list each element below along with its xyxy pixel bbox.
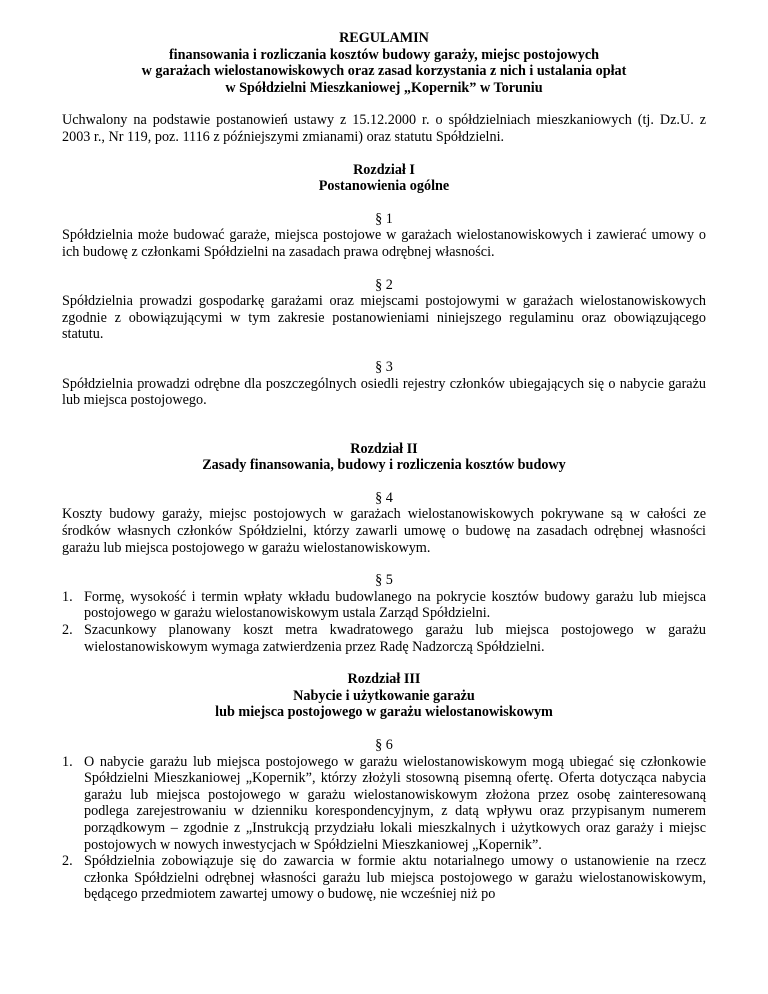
list-item <box>62 589 706 622</box>
section-number: § 3 <box>375 358 393 375</box>
section-number: § 6 <box>375 737 393 753</box>
list-item <box>62 853 706 903</box>
chapter-2-heading <box>62 441 706 474</box>
title-line-2: finansowania i rozliczania kosztów budowy garaży, miejsc postojowych <box>168 46 600 63</box>
item-number: 1. <box>62 588 73 605</box>
document-page <box>62 30 706 919</box>
intro-paragraph: Uchwalony na podstawie postanowień ustawy z 15.12.2000 r. o spółdzielniach mieszkaniowych (tj. Dz.U. z 2003 r., Nr 119, poz. 1116 z późniejszymi zmianami) oraz statutu Spółdzielni. <box>62 112 706 145</box>
chapter-label: Rozdział III <box>347 671 421 688</box>
chapter-title: Postanowienia ogólne <box>318 178 450 195</box>
chapter-title: Zasady finansowania, budowy i rozliczenia kosztów budowy <box>202 457 566 474</box>
chapter-title-line-1: Nabycie i użytkowanie garażu <box>293 687 475 704</box>
section-number: § 4 <box>375 489 393 506</box>
item-text: Szacunkowy planowany koszt metra kwadratowego garażu lub miejsca postojowego w garażu wielostanowiskowym wymaga zatwierdzenia przez Radę Nadzorczą Spółdzielni. <box>84 622 706 655</box>
numbered-list <box>62 754 706 903</box>
chapter-3-heading <box>62 671 706 721</box>
section-text: Spółdzielnia prowadzi odrębne dla poszczególnych osiedli rejestry członków ubiegających się o nabycie garażu lub miejsca postojowego. <box>62 375 706 409</box>
section-text: Spółdzielnia prowadzi gospodarkę garażami oraz miejscami postojowymi w garażach wielostanowiskowych zgodnie z obowiązującymi w tym zakresie postanowieniami niniejszego regulaminu oraz obowiązującego statutu. <box>62 293 706 343</box>
document-title <box>62 30 706 96</box>
title-line-4: w Spółdzielni Mieszkaniowej „Kopernik” w Toruniu <box>225 79 543 96</box>
item-text: Spółdzielnia zobowiązuje się do zawarcia w formie aktu notarialnego umowy o ustanowienie na rzecz członka Spółdzielni odrębnej własności garażu lub miejsca postojowego w garażu wielostanowiskowym, będącego przedmiotem zawartej umowy o budowę, nie wcześniej niż po <box>84 853 706 903</box>
section-number: § 1 <box>375 210 393 227</box>
item-number: 2. <box>62 853 73 870</box>
chapter-1-heading <box>62 162 706 195</box>
section-text: Spółdzielnia może budować garaże, miejsca postojowe w garażach wielostanowiskowych i zawierać umowy o ich budowę z członkami Spółdzielni na zasadach prawa odrębnej własności. <box>62 227 706 260</box>
numbered-list <box>62 589 706 655</box>
chapter-label: Rozdział I <box>353 161 415 178</box>
section-number: § 2 <box>375 276 393 293</box>
chapter-label: Rozdział II <box>350 440 418 457</box>
item-number: 1. <box>62 753 73 770</box>
item-text: Formę, wysokość i termin wpłaty wkładu budowlanego na pokrycie kosztów budowy garażu lub miejsca postojowego w garażu wielostanowiskowym ustala Zarząd Spółdzielni. <box>84 588 706 622</box>
list-item <box>62 754 706 854</box>
section-text: Koszty budowy garaży, miejsc postojowych w garażach wielostanowiskowych pokrywane są w całości ze środków własnych członków Spółdzielni, którzy zawarli umowę o budowę na zasadach odrębnej własności garażu lub miejsca postojowego w garażu wielostanowiskowym. <box>62 506 706 556</box>
item-number: 2. <box>62 622 73 639</box>
list-item <box>62 622 706 655</box>
title-line-3: w garażach wielostanowiskowych oraz zasad korzystania z nich i ustalania opłat <box>141 63 627 80</box>
title-line-1: REGULAMIN <box>339 30 429 46</box>
item-text: O nabycie garażu lub miejsca postojowego w garażu wielostanowiskowym mogą ubiegać się członkowie Spółdzielni Mieszkaniowej „Kopernik”, którzy złożyli stosowną pisemną ofertę. Oferta dotycząca nabycia garażu lub miejsca postojowego w garażu wielostanowiskowym złożona przez osobę zainteresowaną podlega zarejestrowaniu w dzienniku korespondencyjnym, z datą wpływu oraz przypisanym numerem porządkowym – zgodnie z „Instrukcją przydziału lokali mieszkalnych i użytkowych oraz garaży i miejsc postojowych w nowych inwestycjach w Spółdzielni Mieszkaniowej „Kopernik”. <box>84 753 706 853</box>
section-number: § 5 <box>375 572 393 589</box>
chapter-title-line-2: lub miejsca postojowego w garażu wielostanowiskowym <box>215 704 553 721</box>
